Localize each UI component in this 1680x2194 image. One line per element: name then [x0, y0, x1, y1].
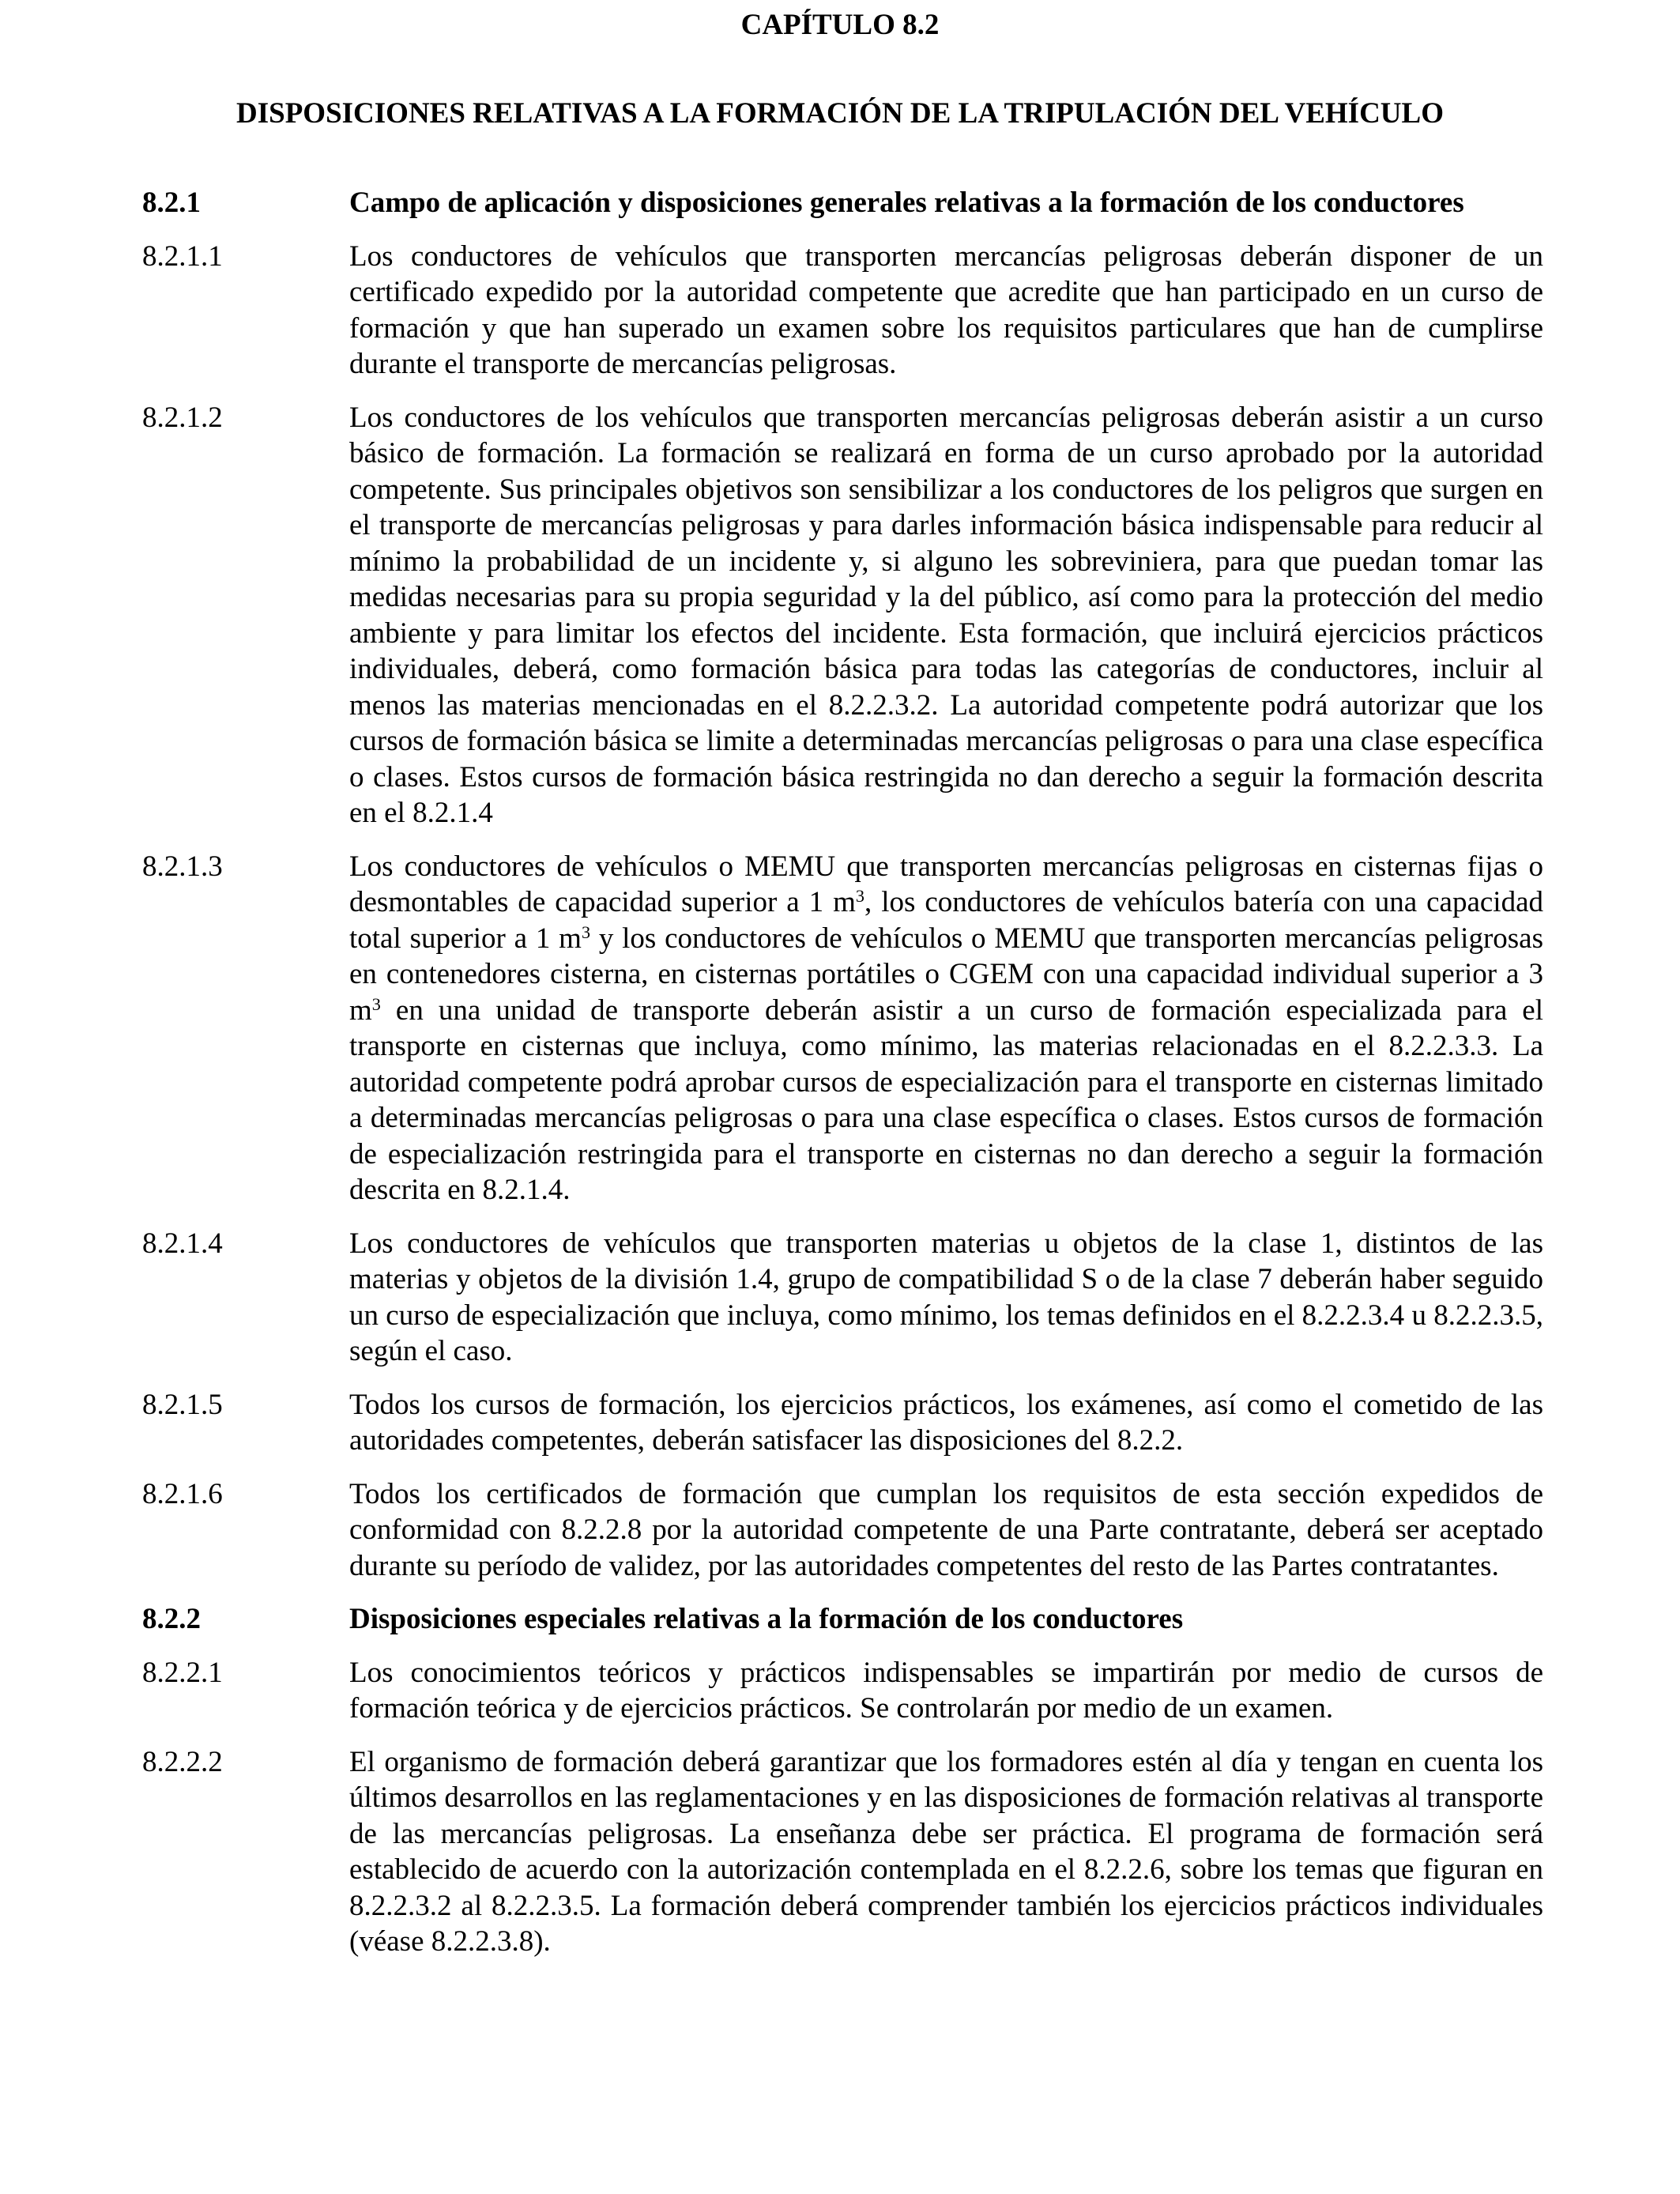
section-8-2-1 — [142, 185, 1543, 221]
paragraph-text: Los conocimientos teóricos y prácticos indispensables se impartirán por medio de cursos de formación teórica y de ejercicios prácticos. Se controlarán por medio de un examen. — [349, 1656, 1543, 1725]
paragraph-text: Todos los cursos de formación, los ejercicios prácticos, los exámenes, así como el cometido de las autoridades competentes, deberán satisfacer las disposiciones del 8.2.2. — [349, 1388, 1543, 1457]
section-number: 8.2.1 — [142, 187, 201, 219]
document-body — [142, 185, 1543, 1977]
chapter-heading: CAPÍTULO 8.2 — [740, 9, 940, 41]
paragraph-8-2-1-4 — [142, 1226, 1543, 1370]
paragraph-text: Los conductores de vehículos que transporten materias u objetos de la clase 1, distintos de las materias y objetos de la división 1.4, grupo de compatibilidad S o de la clase 7 deberán haber seguido un curso de especialización que incluya, como mínimo, los temas definidos en el 8.2.2.3.4 u 8.2.2.3.5, según el caso. — [349, 1227, 1543, 1367]
paragraph-8-2-1-1 — [142, 239, 1543, 383]
paragraph-number: 8.2.1.3 — [142, 850, 223, 883]
section-number: 8.2.2 — [142, 1603, 201, 1635]
paragraph-text — [349, 849, 1543, 1208]
paragraph-number: 8.2.2.2 — [142, 1745, 223, 1778]
paragraph-number: 8.2.1.5 — [142, 1388, 223, 1421]
section-8-2-2 — [142, 1601, 1543, 1638]
superscript: 3 — [581, 922, 591, 942]
paragraph-text: Todos los certificados de formación que cumplan los requisitos de esta sección expedidos de conformidad con 8.2.2.8 por la autoridad competente de una Parte contratante, deberá ser aceptado durante su período de validez, por las autoridades competentes del resto de las Partes contratantes. — [349, 1477, 1543, 1582]
section-heading: Disposiciones especiales relativas a la formación de los conductores — [349, 1603, 1184, 1635]
superscript: 3 — [371, 993, 381, 1014]
paragraph-8-2-1-5 — [142, 1387, 1543, 1459]
paragraph-8-2-1-3 — [142, 849, 1543, 1208]
paragraph-8-2-2-2 — [142, 1744, 1543, 1960]
text-run: en una unidad de transporte deberán asistir a un curso de formación especializada para el transporte en cisternas que incluya, como mínimo, las materias relacionadas en el 8.2.2.3.3. La autoridad competente podrá aprobar cursos de especialización para el transporte en cisternas limitado a determinadas mercancías peligrosas o para una clase específica o clases. Estos cursos de formación de especialización restringida para el transporte en cisternas no dan derecho a seguir la formación descrita en 8.2.1.4. — [349, 993, 1543, 1206]
paragraph-number: 8.2.1.2 — [142, 401, 223, 434]
text-run: , los conductores de vehículos batería con una capacidad total superior a 1 m — [349, 886, 1543, 955]
text-run: Los conductores de vehículos o MEMU que transporten mercancías peligrosas en cisternas fijas o desmontables de capacidad superior a 1 m — [349, 850, 1543, 918]
paragraph-text: Los conductores de vehículos que transporten mercancías peligrosas deberán disponer de un certificado expedido por la autoridad competente que acredite que han participado en un curso de formación y que han superado un examen sobre los requisitos particulares que han de cumplirse durante el transporte de mercancías peligrosas. — [349, 239, 1543, 380]
paragraph-number: 8.2.1.4 — [142, 1227, 223, 1260]
paragraph-number: 8.2.1.6 — [142, 1477, 223, 1510]
paragraph-text: El organismo de formación deberá garantizar que los formadores estén al día y tengan en cuenta los últimos desarrollos en las reglamentaciones y en las disposiciones de formación relativas al transporte de las mercancías peligrosas. La enseñanza debe ser práctica. El programa de formación será establecido de acuerdo con la autorización contemplada en el 8.2.2.6, sobre los temas que figuran en 8.2.2.3.2 al 8.2.2.3.5. La formación deberá comprender también los ejercicios prácticos individuales (véase 8.2.2.3.8). — [349, 1745, 1543, 1958]
paragraph-8-2-1-6 — [142, 1476, 1543, 1585]
paragraph-number: 8.2.1.1 — [142, 239, 223, 273]
paragraph-number: 8.2.2.1 — [142, 1656, 223, 1689]
paragraph-8-2-2-1 — [142, 1655, 1543, 1727]
superscript: 3 — [855, 885, 865, 906]
text-run: y los conductores de vehículos o MEMU que transporten mercancías peligrosas en contenedores cisterna, en cisternas portátiles o CGEM con una capacidad individual superior a 3 m — [349, 922, 1543, 1027]
paragraph-text: Los conductores de los vehículos que transporten mercancías peligrosas deberán asistir a un curso básico de formación. La formación se realizará en forma de un curso aprobado por la autoridad competente. Sus principales objetivos son sensibilizar a los conductores de los peligros que surgen en el transporte de mercancías peligrosas y para darles información básica indispensable para reducir al mínimo la probabilidad de un incidente y, si alguno les sobreviniera, para que puedan tomar las medidas necesarias para su propia seguridad y la del público, así como para la protección del medio ambiente y para limitar los efectos del incidente. Esta formación, que incluirá ejercicios prácticos individuales, deberá, como formación básica para todas las categorías de conductores, incluir al menos las materias mencionadas en el 8.2.2.3.2. La autoridad competente podrá autorizar que los cursos de formación básica se limite a determinadas mercancías peligrosas o para una clase específica o clases. Estos cursos de formación básica restringida no dan derecho a seguir la formación descrita en el 8.2.1.4 — [349, 401, 1543, 829]
paragraph-8-2-1-2 — [142, 400, 1543, 831]
section-heading: Campo de aplicación y disposiciones generales relativas a la formación de los conductores — [349, 187, 1464, 219]
chapter-title: DISPOSICIONES RELATIVAS A LA FORMACIÓN DE LA TRIPULACIÓN DEL VEHÍCULO — [236, 97, 1444, 130]
